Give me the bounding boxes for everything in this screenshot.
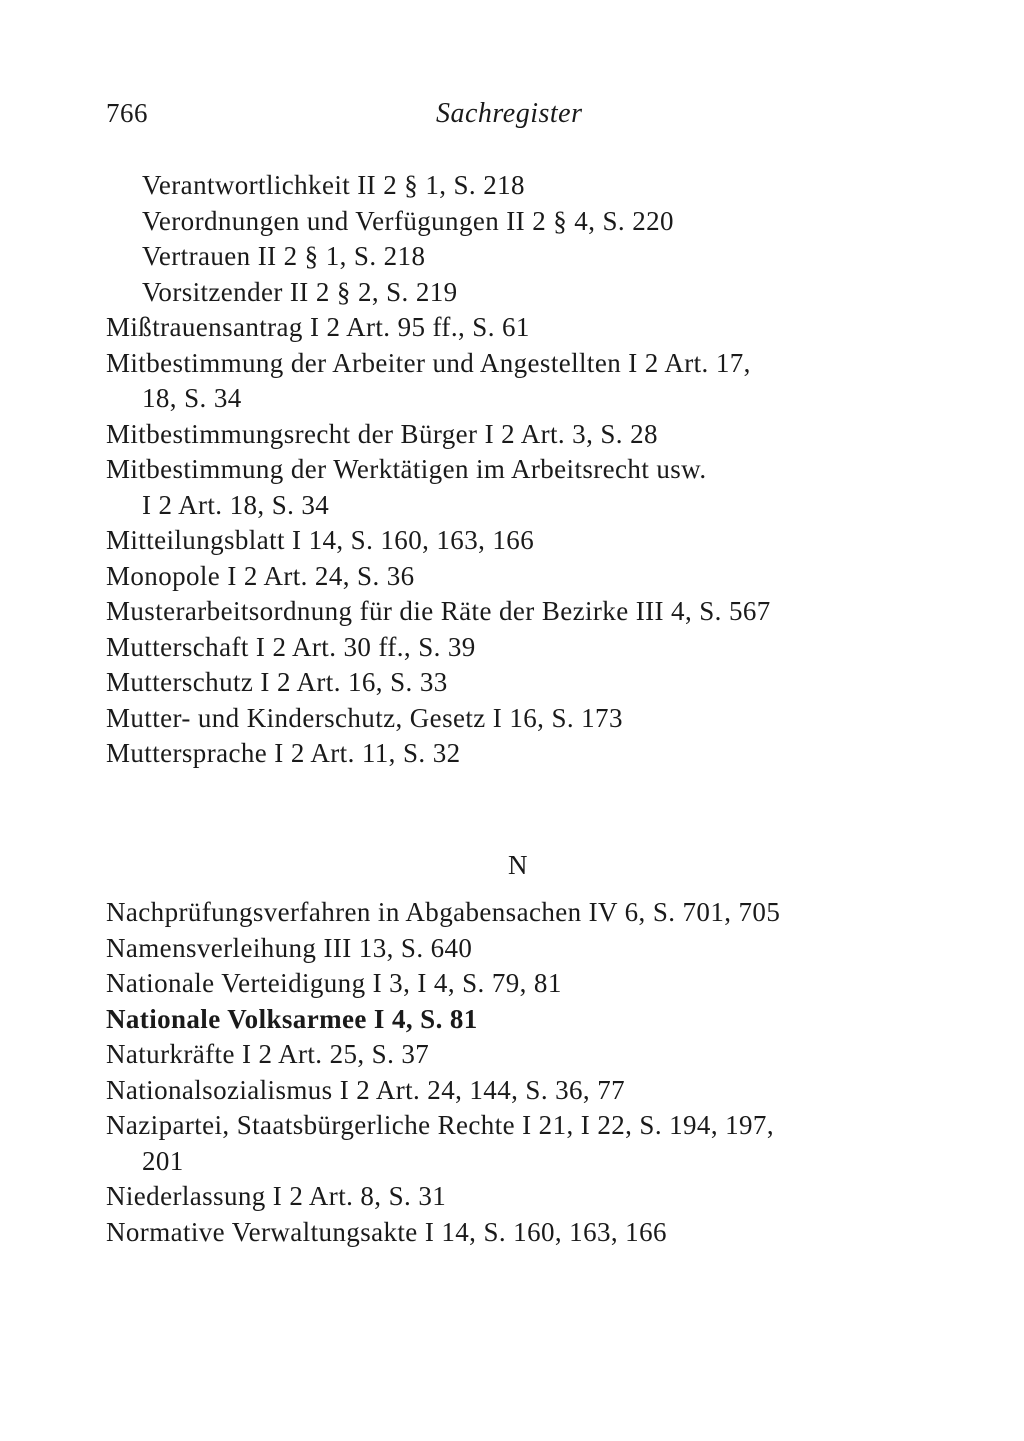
index-entry: Mitbestimmungsrecht der Bürger I 2 Art. 3, S. 28 [106,418,658,449]
index-entry-continuation: I 2 Art. 18, S. 34 [142,489,330,520]
page-number: 766 [106,98,148,128]
index-entry: Verantwortlichkeit II 2 § 1, S. 218 [142,170,525,200]
index-entry: Verordnungen und Verfügungen II 2 § 4, S. 220 [142,205,674,236]
index-entry: Mitbestimmung der Werktätigen im Arbeitsrecht usw. [106,454,707,484]
index-entry: Vertrauen II 2 § 1, S. 218 [142,241,426,271]
index-entry: Vorsitzender II 2 § 2, S. 219 [142,276,458,307]
index-entry: Muttersprache I 2 Art. 11, S. 32 [106,738,461,768]
index-entry: Mutterschutz I 2 Art. 16, S. 33 [106,667,448,697]
index-entry: Mißtrauensantrag I 2 Art. 95 ff., S. 61 [106,312,530,342]
index-entry: Mutterschaft I 2 Art. 30 ff., S. 39 [106,631,476,662]
index-entry: Namensverleihung III 13, S. 640 [106,932,473,963]
page-header [106,98,926,138]
index-entry: Normative Verwaltungsakte I 14, S. 160, 163, 166 [106,1216,667,1247]
index-entry: Naturkräfte I 2 Art. 25, S. 37 [106,1039,430,1069]
index-entry: Musterarbeitsordnung für die Räte der Bezirke III 4, S. 567 [106,596,771,626]
index-entry: Nachprüfungsverfahren in Abgabensachen IV 6, S. 701, 705 [106,897,781,927]
index-entry: Nazipartei, Staatsbürgerliche Rechte I 21, I 22, S. 194, 197, [106,1110,774,1140]
index-entry: Nationale Volksarmee I 4, S. 81 [106,1003,478,1034]
index-section-m [106,168,936,772]
index-entry-continuation: 201 [142,1145,184,1176]
index-section-n [106,895,936,1250]
section-heading-n: N [508,850,528,880]
index-entry: Nationalsozialismus I 2 Art. 24, 144, S. 36, 77 [106,1074,626,1105]
index-entry: Niederlassung I 2 Art. 8, S. 31 [106,1181,447,1211]
index-entry: Mutter- und Kinderschutz, Gesetz I 16, S. 173 [106,702,623,733]
running-title: Sachregister [436,98,583,129]
index-entry: Mitteilungsblatt I 14, S. 160, 163, 166 [106,525,535,555]
index-entry: Monopole I 2 Art. 24, S. 36 [106,560,415,591]
index-entry: Nationale Verteidigung I 3, I 4, S. 79, 81 [106,968,562,998]
index-entry: Mitbestimmung der Arbeiter und Angestellten I 2 Art. 17, [106,347,751,378]
index-entry-continuation: 18, S. 34 [142,383,242,413]
